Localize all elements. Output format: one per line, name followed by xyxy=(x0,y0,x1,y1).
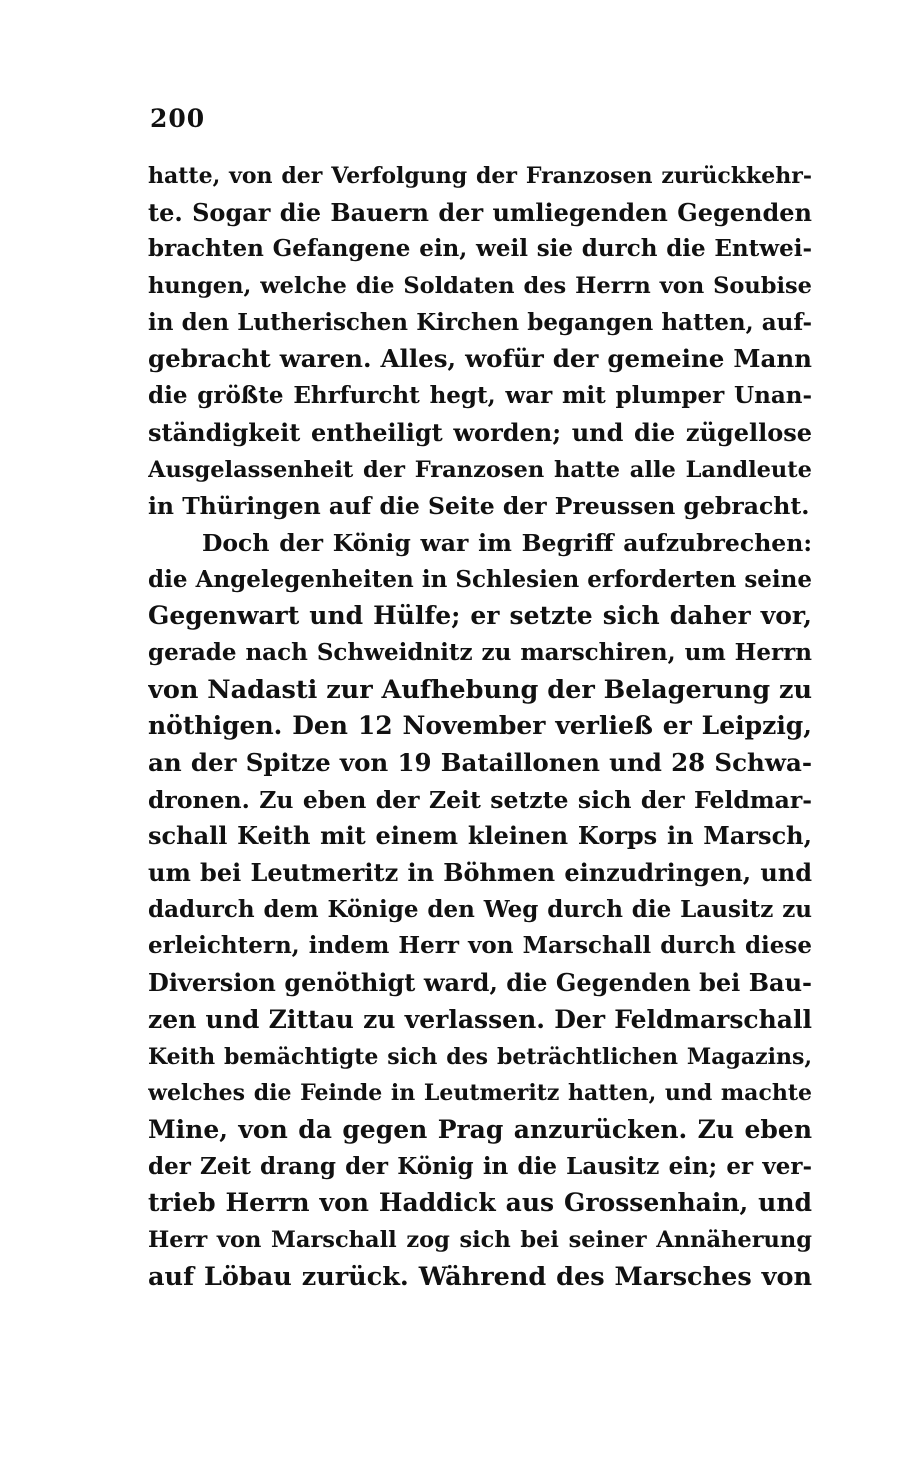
text-line: erleichtern, indem Herr von Marschall durch diese xyxy=(148,932,812,960)
paragraph-start-line: Doch der König war im Begriff aufzubrechen: xyxy=(202,528,812,557)
text-line: gerade nach Schweidnitz zu marschiren, um Herrn xyxy=(148,638,812,666)
text-line: Mine, von da gegen Prag anzurücken. Zu eben xyxy=(148,1114,812,1144)
text-line: zen und Zittau zu verlassen. Der Feldmarschall xyxy=(148,1004,812,1034)
text-line: dadurch dem Könige den Weg durch die Lausitz zu xyxy=(148,895,812,923)
text-line: Ausgelassenheit der Franzosen hatte alle Landleute xyxy=(148,456,812,483)
text-line: von Nadasti zur Aufhebung der Belagerung zu xyxy=(148,674,812,705)
text-line: dronen. Zu eben der Zeit setzte sich der Feldmar- xyxy=(148,785,812,814)
body-text xyxy=(148,158,812,1295)
text-line: Keith bemächtigte sich des beträchtlichen Magazins, xyxy=(148,1043,812,1070)
text-line: welches die Feinde in Leutmeritz hatten, und machte xyxy=(148,1080,812,1107)
text-line: trieb Herrn von Haddick aus Grossenhain, und xyxy=(148,1188,812,1218)
text-line: auf Löbau zurück. Während des Marsches von xyxy=(148,1261,812,1292)
text-line: Gegenwart und Hülfe; er setzte sich daher vor, xyxy=(148,601,812,631)
text-line: hungen, welche die Soldaten des Herrn von Soubise xyxy=(148,273,812,300)
text-line: der Zeit drang der König in die Lausitz ein; er ver- xyxy=(148,1152,812,1180)
page-number: 200 xyxy=(150,104,206,133)
text-line: hatte, von der Verfolgung der Franzosen zurückkehr- xyxy=(148,163,812,189)
text-line: Herr von Marschall zog sich bei seiner Annäherung xyxy=(148,1226,812,1253)
text-line: te. Sogar die Bauern der umliegenden Gegenden xyxy=(148,197,812,227)
text-line: in den Lutherischen Kirchen begangen hatten, auf- xyxy=(148,308,812,336)
text-line: die Angelegenheiten in Schlesien erforderten seine xyxy=(148,565,812,593)
text-line: schall Keith mit einem kleinen Korps in Marsch, xyxy=(148,821,812,851)
text-line: um bei Leutmeritz in Böhmen einzudringen, und xyxy=(148,858,812,888)
text-line: Diversion genöthigt ward, die Gegenden bei Bau- xyxy=(148,968,812,998)
text-line: ständigkeit entheiligt worden; und die zügellose xyxy=(148,417,812,447)
paragraph-end-line: in Thüringen auf die Seite der Preussen gebracht. xyxy=(148,492,810,521)
text-line: die größte Ehrfurcht hegt, war mit plumper Unan- xyxy=(148,382,812,410)
text-line: an der Spitze von 19 Bataillonen und 28 Schwa- xyxy=(148,748,812,777)
text-line: nöthigen. Den 12 November verließ er Leipzig, xyxy=(148,711,812,741)
text-line: brachten Gefangene ein, weil sie durch die Entwei- xyxy=(148,235,812,263)
text-line: gebracht waren. Alles, wofür der gemeine Mann xyxy=(148,344,812,374)
